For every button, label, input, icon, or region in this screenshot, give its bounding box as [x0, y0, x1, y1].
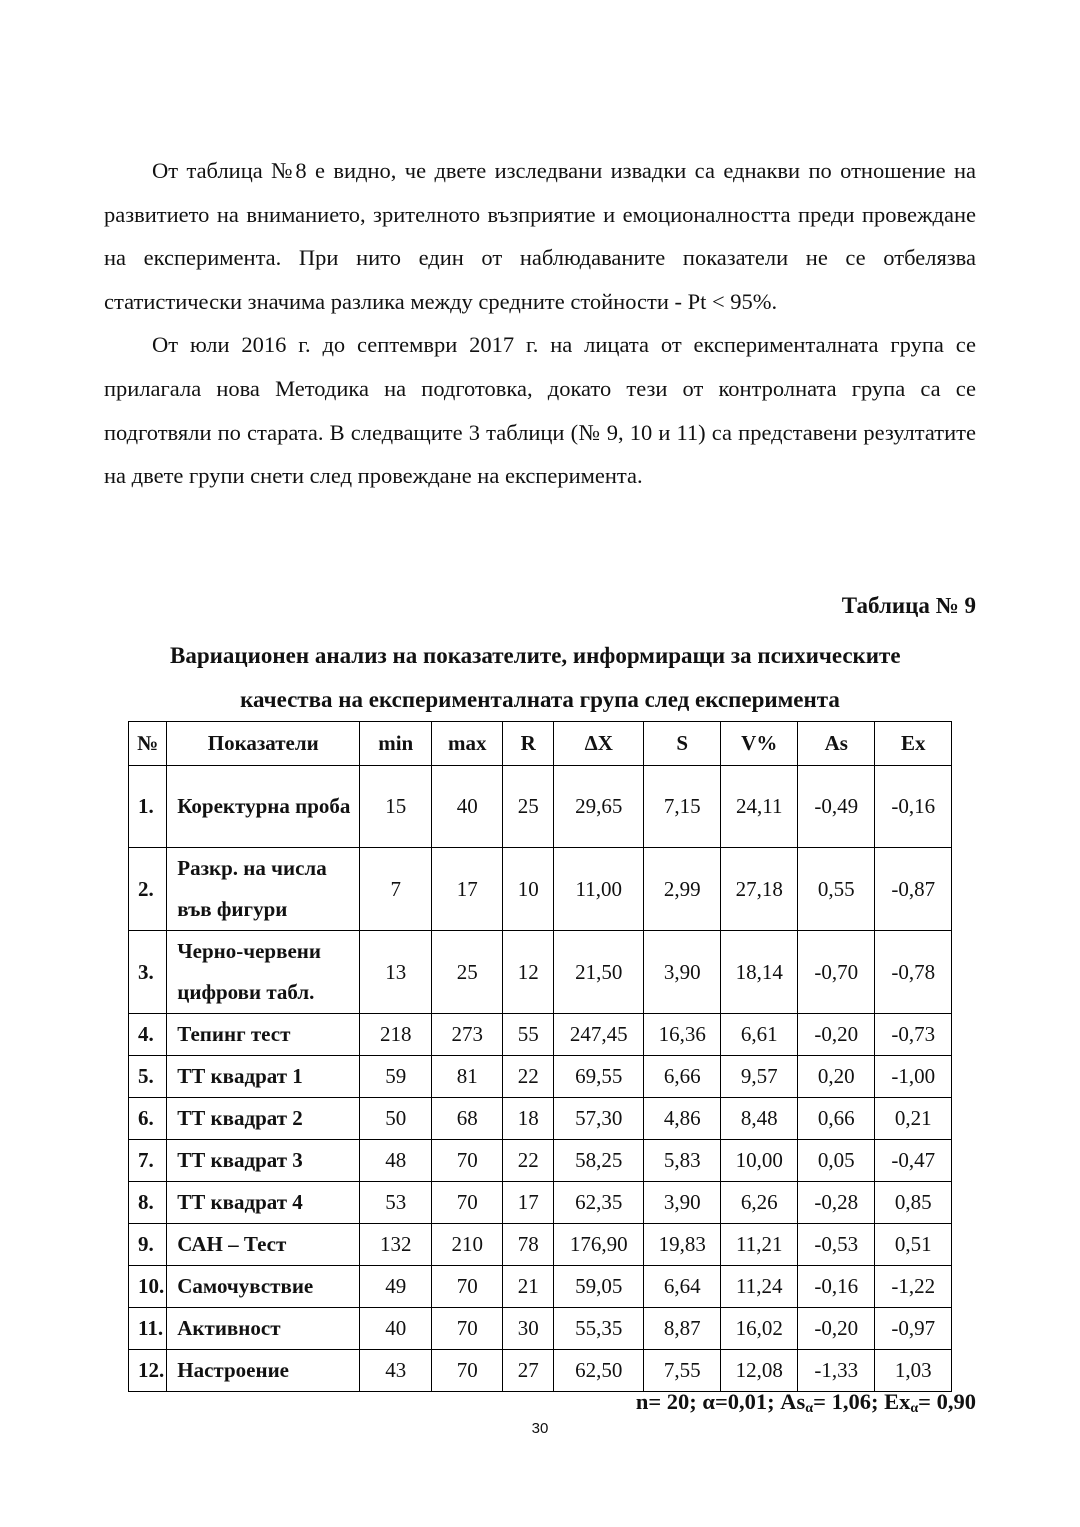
- table-row: [129, 1140, 952, 1182]
- range-value: 27: [503, 1350, 554, 1392]
- variation-value: 8,48: [721, 1098, 798, 1140]
- header-cell: S: [644, 722, 721, 766]
- indicator-name: Разкр. на числа във фигури: [167, 848, 360, 931]
- std-dev-value: 6,64: [644, 1266, 721, 1308]
- min-value: 59: [360, 1056, 432, 1098]
- variation-value: 11,24: [721, 1266, 798, 1308]
- asymmetry-value: 0,66: [798, 1098, 875, 1140]
- max-value: 25: [432, 931, 503, 1014]
- max-value: 70: [432, 1308, 503, 1350]
- table-header-row: [129, 722, 952, 766]
- range-value: 25: [503, 766, 554, 848]
- indicator-name: Черно-червени цифрови табл.: [167, 931, 360, 1014]
- range-value: 18: [503, 1098, 554, 1140]
- range-value: 22: [503, 1140, 554, 1182]
- footnote-as: [780, 1389, 878, 1414]
- max-value: 70: [432, 1266, 503, 1308]
- mean-value: 69,55: [554, 1056, 644, 1098]
- min-value: 13: [360, 931, 432, 1014]
- range-value: 10: [503, 848, 554, 931]
- excess-value: -0,47: [875, 1140, 952, 1182]
- range-value: 22: [503, 1056, 554, 1098]
- table-title-line-1: Вариационен анализ на показателите, информиращи за психическите: [170, 643, 901, 668]
- table-row: [129, 1056, 952, 1098]
- footnote-as-subscript: α: [805, 1401, 814, 1416]
- header-cell: max: [432, 722, 503, 766]
- mean-value: 57,30: [554, 1098, 644, 1140]
- std-dev-value: 3,90: [644, 1182, 721, 1224]
- asymmetry-value: -0,16: [798, 1266, 875, 1308]
- table-row: [129, 848, 952, 931]
- variation-value: 10,00: [721, 1140, 798, 1182]
- indicator-name: ТТ квадрат 4: [167, 1182, 360, 1224]
- row-number: 1.: [129, 766, 167, 848]
- table-row: [129, 1014, 952, 1056]
- mean-value: 55,35: [554, 1308, 644, 1350]
- min-value: 7: [360, 848, 432, 931]
- std-dev-value: 8,87: [644, 1308, 721, 1350]
- table-row: [129, 1098, 952, 1140]
- excess-value: 1,03: [875, 1350, 952, 1392]
- row-number: 7.: [129, 1140, 167, 1182]
- footnote-ex: [884, 1389, 976, 1414]
- indicator-name: Самочувствие: [167, 1266, 360, 1308]
- std-dev-value: 7,55: [644, 1350, 721, 1392]
- std-dev-value: 19,83: [644, 1224, 721, 1266]
- asymmetry-value: -0,20: [798, 1014, 875, 1056]
- header-cell: Ex: [875, 722, 952, 766]
- mean-value: 62,35: [554, 1182, 644, 1224]
- header-cell: Показатели: [167, 722, 360, 766]
- max-value: 210: [432, 1224, 503, 1266]
- row-number: 2.: [129, 848, 167, 931]
- std-dev-value: 7,15: [644, 766, 721, 848]
- asymmetry-value: 0,05: [798, 1140, 875, 1182]
- row-number: 6.: [129, 1098, 167, 1140]
- table-row: [129, 1308, 952, 1350]
- asymmetry-value: 0,55: [798, 848, 875, 931]
- excess-value: -1,00: [875, 1056, 952, 1098]
- table-row: [129, 931, 952, 1014]
- max-value: 70: [432, 1350, 503, 1392]
- footnote-ex-subscript: α: [910, 1401, 919, 1416]
- max-value: 40: [432, 766, 503, 848]
- mean-value: 59,05: [554, 1266, 644, 1308]
- std-dev-value: 5,83: [644, 1140, 721, 1182]
- row-number: 8.: [129, 1182, 167, 1224]
- excess-value: -0,87: [875, 848, 952, 931]
- row-number: 11.: [129, 1308, 167, 1350]
- range-value: 78: [503, 1224, 554, 1266]
- statistics-table: [128, 721, 952, 1392]
- variation-value: 12,08: [721, 1350, 798, 1392]
- mean-value: 176,90: [554, 1224, 644, 1266]
- excess-value: -1,22: [875, 1266, 952, 1308]
- min-value: 132: [360, 1224, 432, 1266]
- indicator-name: Коректурна проба: [167, 766, 360, 848]
- footnote-alpha: α=0,01;: [702, 1389, 775, 1414]
- variation-value: 16,02: [721, 1308, 798, 1350]
- footnote-ex-label: Ex: [884, 1389, 911, 1414]
- header-cell: V%: [721, 722, 798, 766]
- table-row: [129, 1224, 952, 1266]
- footnote-as-value: = 1,06;: [813, 1389, 879, 1414]
- asymmetry-value: 0,20: [798, 1056, 875, 1098]
- body-text: [104, 149, 976, 498]
- min-value: 49: [360, 1266, 432, 1308]
- header-cell: As: [798, 722, 875, 766]
- range-value: 12: [503, 931, 554, 1014]
- min-value: 218: [360, 1014, 432, 1056]
- footnote-ex-value: = 0,90: [918, 1389, 976, 1414]
- min-value: 48: [360, 1140, 432, 1182]
- mean-value: 11,00: [554, 848, 644, 931]
- header-cell: min: [360, 722, 432, 766]
- excess-value: -0,78: [875, 931, 952, 1014]
- excess-value: -0,73: [875, 1014, 952, 1056]
- table-title-line-2: качества на експерименталната група след експеримента: [240, 687, 840, 712]
- mean-value: 58,25: [554, 1140, 644, 1182]
- mean-value: 21,50: [554, 931, 644, 1014]
- excess-value: 0,85: [875, 1182, 952, 1224]
- asymmetry-value: -0,28: [798, 1182, 875, 1224]
- header-cell: R: [503, 722, 554, 766]
- min-value: 15: [360, 766, 432, 848]
- table-row: [129, 1182, 952, 1224]
- variation-value: 18,14: [721, 931, 798, 1014]
- max-value: 70: [432, 1140, 503, 1182]
- range-value: 17: [503, 1182, 554, 1224]
- variation-value: 24,11: [721, 766, 798, 848]
- indicator-name: ТТ квадрат 2: [167, 1098, 360, 1140]
- variation-value: 27,18: [721, 848, 798, 931]
- indicator-name: ТТ квадрат 3: [167, 1140, 360, 1182]
- table-row: [129, 766, 952, 848]
- indicator-name: Настроение: [167, 1350, 360, 1392]
- table-title: [104, 634, 976, 722]
- std-dev-value: 3,90: [644, 931, 721, 1014]
- mean-value: 29,65: [554, 766, 644, 848]
- page-number: 30: [531, 1420, 549, 1437]
- footnote-as-label: As: [780, 1389, 806, 1414]
- asymmetry-value: -0,70: [798, 931, 875, 1014]
- footnote-n: n= 20;: [635, 1389, 697, 1414]
- max-value: 70: [432, 1182, 503, 1224]
- table-label: Таблица № 9: [841, 593, 976, 618]
- asymmetry-value: -1,33: [798, 1350, 875, 1392]
- variation-value: 11,21: [721, 1224, 798, 1266]
- paragraph-2: От юли 2016 г. до септември 2017 г. на лицата от експерименталната група се прилагала нова Методика на подготовка, докато тези от контролната група са се подготвяли по старата. В следващите 3 таблици (№ 9, 10 и 11) са представени резултатите на двете групи снети след провеждане на експеримента.: [104, 332, 976, 489]
- header-cell: ΔX: [554, 722, 644, 766]
- excess-value: -0,16: [875, 766, 952, 848]
- row-number: 3.: [129, 931, 167, 1014]
- std-dev-value: 16,36: [644, 1014, 721, 1056]
- variation-value: 6,26: [721, 1182, 798, 1224]
- excess-value: -0,97: [875, 1308, 952, 1350]
- std-dev-value: 6,66: [644, 1056, 721, 1098]
- row-number: 5.: [129, 1056, 167, 1098]
- header-cell: №: [129, 722, 167, 766]
- asymmetry-value: -0,53: [798, 1224, 875, 1266]
- variation-value: 6,61: [721, 1014, 798, 1056]
- mean-value: 62,50: [554, 1350, 644, 1392]
- min-value: 53: [360, 1182, 432, 1224]
- min-value: 40: [360, 1308, 432, 1350]
- paragraph-1: От таблица №8 е видно, че двете изследвани извадки са еднакви по отношение на развитието на вниманието, зрителното възприятие и емоционалността преди провеждане на експеримента. При нито един от наблюдаваните показатели не се отбелязва статистически значима разлика между средните стойности - Pt < 95%.: [104, 158, 976, 314]
- std-dev-value: 4,86: [644, 1098, 721, 1140]
- row-number: 4.: [129, 1014, 167, 1056]
- excess-value: 0,21: [875, 1098, 952, 1140]
- max-value: 17: [432, 848, 503, 931]
- indicator-name: Активност: [167, 1308, 360, 1350]
- row-number: 10.: [129, 1266, 167, 1308]
- max-value: 68: [432, 1098, 503, 1140]
- range-value: 55: [503, 1014, 554, 1056]
- indicator-name: САН – Тест: [167, 1224, 360, 1266]
- asymmetry-value: -0,49: [798, 766, 875, 848]
- excess-value: 0,51: [875, 1224, 952, 1266]
- indicator-name: Тепинг тест: [167, 1014, 360, 1056]
- indicator-name: ТТ квадрат 1: [167, 1056, 360, 1098]
- std-dev-value: 2,99: [644, 848, 721, 931]
- max-value: 81: [432, 1056, 503, 1098]
- range-value: 30: [503, 1308, 554, 1350]
- min-value: 50: [360, 1098, 432, 1140]
- asymmetry-value: -0,20: [798, 1308, 875, 1350]
- mean-value: 247,45: [554, 1014, 644, 1056]
- variation-value: 9,57: [721, 1056, 798, 1098]
- table-row: [129, 1266, 952, 1308]
- min-value: 43: [360, 1350, 432, 1392]
- row-number: 12.: [129, 1350, 167, 1392]
- row-number: 9.: [129, 1224, 167, 1266]
- range-value: 21: [503, 1266, 554, 1308]
- max-value: 273: [432, 1014, 503, 1056]
